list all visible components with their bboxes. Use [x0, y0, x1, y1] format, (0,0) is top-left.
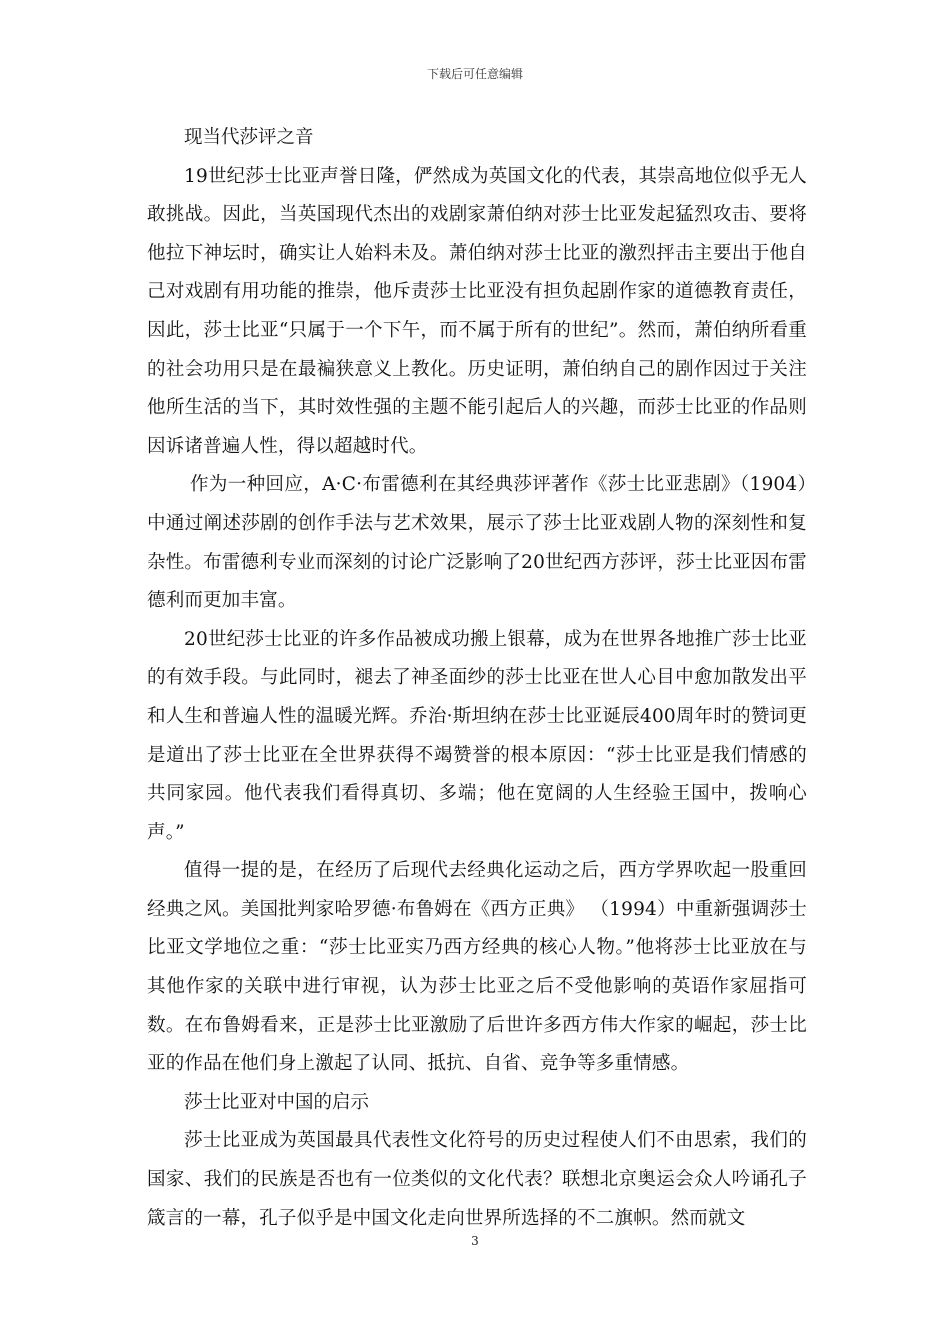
paragraph-film-adaptations: 20世纪莎士比亚的许多作品被成功搬上银幕，成为在世界各地推广莎士比亚的有效手段。与此同时，褪去了神圣面纱的莎士比亚在世人心目中愈加散发出平和人生和普遍人性的温暖光辉。乔治·斯坦纳在莎士比亚诞辰400周年时的赞词更是道出了莎士比亚在全世界获得不竭赞誉的根本原因：“莎士比亚是我们情感的共同家园。他代表我们看得真切、多端；他在宽阔的人生经验王国中，拨响心声。” [147, 628, 807, 843]
paragraph-shaw-critique: 19世纪莎士比亚声誉日隆，俨然成为英国文化的代表，其崇高地位似乎无人敢挑战。因此，当英国现代杰出的戏剧家萧伯纳对莎士比亚发起猛烈攻击、要将他拉下神坛时，确实让人始料未及。萧伯纳对莎士比亚的激烈抨击主要出于他自己对戏剧有用功能的推崇，他斥责莎士比亚没有担负起剧作家的道德教育责任，因此，莎士比亚“只属于一个下午，而不属于所有的世纪”。然而，萧伯纳所看重的社会功用只是在最褊狭意义上教化。历史证明，萧伯纳自己的剧作因过于关注他所生活的当下，其时效性强的主题不能引起后人的兴趣，而莎士比亚的作品则因诉诸普遍人性，得以超越时代。 [147, 165, 807, 457]
page-number: 3 [471, 1234, 479, 1248]
section-heading-contemporary-criticism: 现当代莎评之音 [184, 127, 314, 148]
paragraph-cultural-symbol: 莎士比亚成为英国最具代表性文化符号的历史过程使人们不由思索，我们的国家、我们的民族是否也有一位类似的文化代表？联想北京奥运会众人吟诵孔子箴言的一幕，孔子似乎是中国文化走向世界所选择的不二旗帜。然而就文 [147, 1130, 807, 1229]
paragraph-bloom-canon: 值得一提的是，在经历了后现代去经典化运动之后，西方学界吹起一股重回经典之风。美国批判家哈罗德·布鲁姆在《西方正典》 （1994）中重新强调莎士比亚文学地位之重：“莎士比亚实乃西方经典的核心人物。”他将莎士比亚放在与其他作家的关联中进行审视，认为莎士比亚之后不受他影响的英语作家屈指可数。在布鲁姆看来，正是莎士比亚激励了后世许多西方伟大作家的崛起，莎士比亚的作品在他们身上激起了认同、抵抗、自省、竞争等多重情感。 [147, 860, 807, 1075]
page-header: 下载后可任意编辑 [426, 67, 523, 81]
section-heading-china-implications: 莎士比亚对中国的启示 [184, 1091, 370, 1113]
document-body [147, 119, 807, 1238]
paragraph-bradley-response: 作为一种回应，A·C·布雷德利在其经典莎评著作《莎士比亚悲剧》（1904）中通过阐述莎剧的创作手法与艺术效果，展示了莎士比亚戏剧人物的深刻性和复杂性。布雷德利专业而深刻的讨论广泛影响了20世纪西方莎评，莎士比亚因布雷德利而更加丰富。 [147, 474, 807, 612]
